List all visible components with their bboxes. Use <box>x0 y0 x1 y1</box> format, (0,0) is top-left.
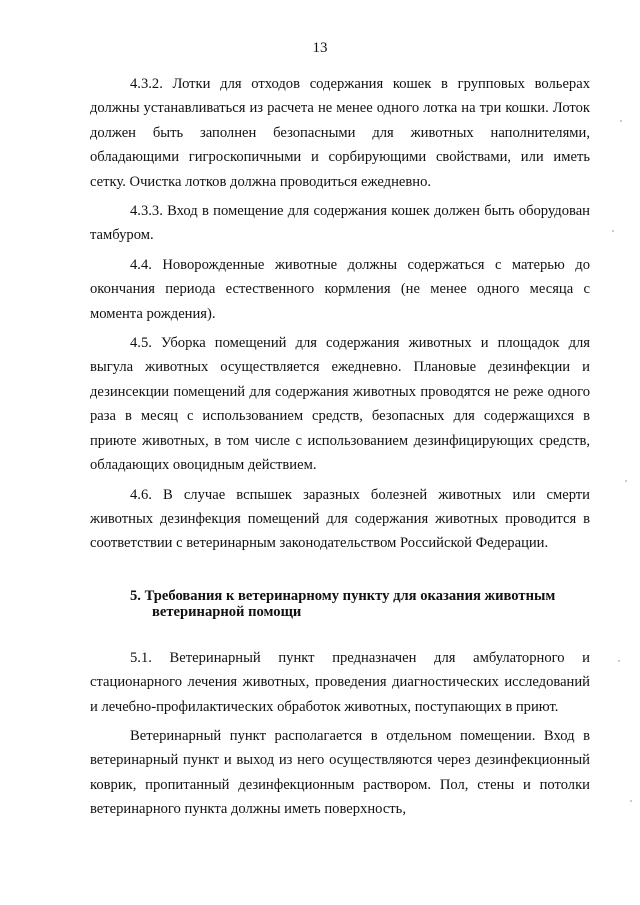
paragraph-4-3-3: 4.3.3. Вход в помещение для содержания кошек должен быть оборудован тамбуром. <box>90 203 590 244</box>
scan-speck <box>620 120 622 122</box>
paragraph-4-3-2: 4.3.2. Лотки для отходов содержания кошек в групповых вольерах должны устанавливаться из расчета не менее одного лотка на три кошки. Лоток должен быть заполнен безопасными для животных наполнителями, обладающими гигроскопичными и сорбирующими свойствами, или иметь сетку. Очистка лотков должна проводиться ежедневно. <box>90 76 590 190</box>
section-5-heading <box>90 588 590 620</box>
page-number: 13 <box>312 40 328 56</box>
paragraph-4-6: 4.6. В случае вспышек заразных болезней животных или смерти животных дезинфекция помещений для содержания животных проводится в соответствии с ветеринарным законодательством Российской Федерации. <box>90 486 590 552</box>
paragraph-5-1: 5.1. Ветеринарный пункт предназначен для амбулаторного и стационарного лечения животных, проведения диагностических исследований и лечебно-профилактических обработок животных, поступающих в приют. <box>90 649 590 715</box>
paragraph-5-1-continued: Ветеринарный пункт располагается в отдельном помещении. Вход в ветеринарный пункт и выход из него осуществляются через дезинфекционный коврик, пропитанный дезинфекционным раствором. Пол, стены и потолки ветеринарного пункта должны иметь поверхность, <box>90 727 590 818</box>
scan-speck <box>630 800 632 802</box>
paragraph-4-5: 4.5. Уборка помещений для содержания животных и площадок для выгула животных осуществляется ежедневно. Плановые дезинфекции и дезинсекции помещений для содержания животных проводятся не реже одного раза в месяц с использованием средств, безопасных для содержащихся в приюте животных, в том числе с использованием дезинфицирующих средств, обладающих овоцидным действием. <box>90 335 590 474</box>
scan-speck <box>612 230 614 232</box>
paragraph-4-4: 4.4. Новорожденные животные должны содержаться с матерью до окончания периода естественного кормления (не менее одного месяца с момента рождения). <box>90 256 590 322</box>
scan-speck <box>625 480 627 482</box>
document-body <box>90 72 590 822</box>
section-5-heading-line2: ветеринарной помощи <box>152 603 302 620</box>
section-5-heading-line1: 5. Требования к ветеринарному пункту для оказания животным <box>130 587 556 604</box>
scan-speck <box>618 660 620 662</box>
